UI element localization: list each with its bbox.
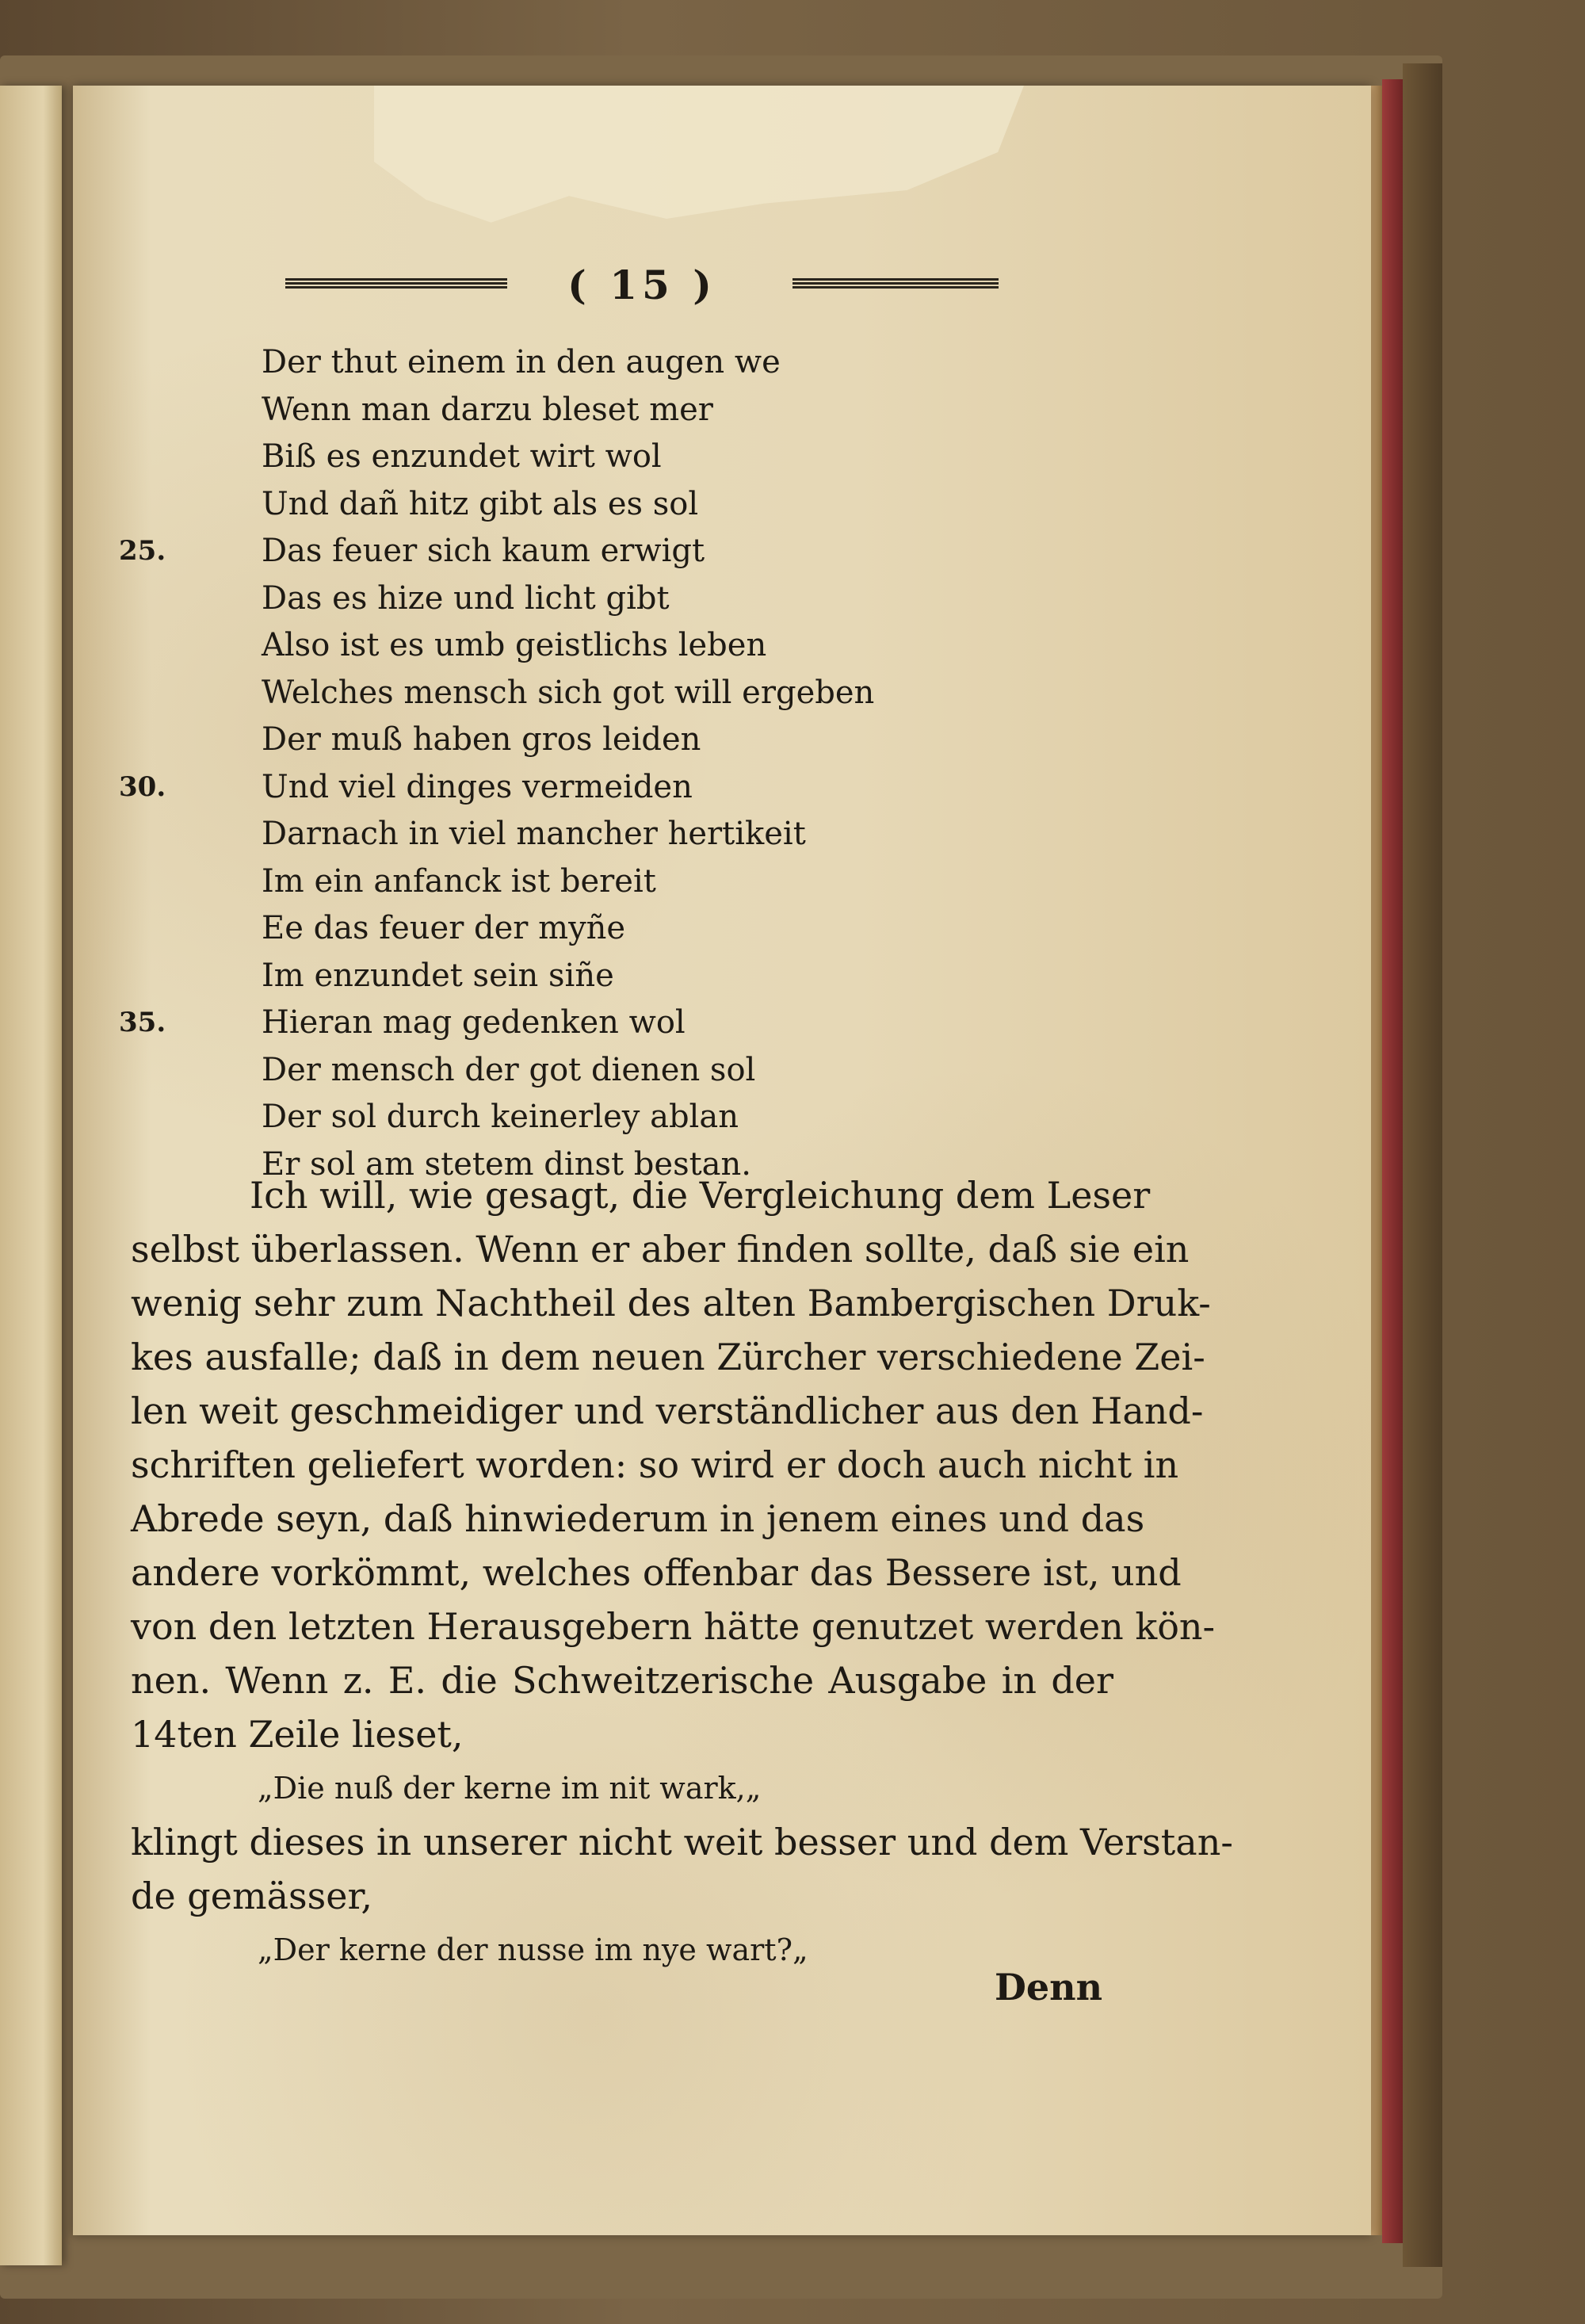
quotation-line: „Die nuß der kerne im nit wark,„ <box>258 1771 762 1806</box>
verse-line: Wenn man darzu bleset mer <box>262 391 713 428</box>
prose-line: 14ten Zeile lieset, <box>131 1713 464 1756</box>
red-page-edge <box>1382 79 1403 2243</box>
torn-paper-area <box>374 86 1024 276</box>
verse-line: Der mensch der got dienen sol <box>262 1051 756 1088</box>
verse-line: Ee das feuer der myñe <box>262 910 626 946</box>
prose-line: de gemässer, <box>131 1875 372 1917</box>
page-number: ( 15 ) <box>567 262 716 308</box>
verse-line: 35. Hieran mag gedenken wol <box>174 1000 1046 1047</box>
catchword: Denn <box>995 1966 1103 2009</box>
verse-block <box>119 339 1046 1188</box>
prose-line: selbst überlassen. Wenn er aber finden sollte, daß sie ein <box>131 1228 1190 1271</box>
verse-line: Also ist es umb geistlichs leben <box>262 627 767 663</box>
facing-page-edge <box>0 86 62 2265</box>
verse-number: 30. <box>119 770 166 803</box>
verse-number: 35. <box>119 1007 166 1038</box>
prose-line: kes ausfalle; daß in dem neuen Zürcher verschiedene Zei- <box>131 1336 1205 1378</box>
quotation-line: „Der kerne der nusse im nye wart?„ <box>258 1932 808 1967</box>
prose-line: Ich will, wie gesagt, die Vergleichung dem Leser <box>250 1174 1151 1217</box>
cover-edge <box>1403 63 1442 2267</box>
verse-line: Im ein anfanck ist bereit <box>262 862 656 900</box>
verse-number: 25. <box>119 535 166 567</box>
verse-line: Im enzundet sein siñe <box>262 957 614 994</box>
verse-line: Darnach in viel mancher hertikeit <box>262 816 806 852</box>
prose-line: andere vorkömmt, welches offenbar das Bessere ist, und <box>131 1551 1182 1594</box>
prose-line: klingt dieses in unserer nicht weit besser und dem Verstan- <box>131 1821 1233 1863</box>
prose-line: von den letzten Herausgebern hätte genutzet werden kön- <box>131 1605 1216 1648</box>
prose-line: Abrede seyn, daß hinwiederum in jenem eines und das <box>131 1497 1145 1540</box>
fore-edge <box>1371 86 1382 2235</box>
header-rule-right <box>792 277 999 289</box>
prose-block <box>131 1168 1233 1977</box>
prose-line: schriften geliefert worden: so wird er doch auch nicht in <box>131 1443 1179 1486</box>
verse-line: 25. Das feuer sich kaum erwigt <box>174 528 1046 575</box>
verse-line: Das es hize und licht gibt <box>262 579 670 617</box>
verse-line: Der muß haben gros leiden <box>262 721 701 758</box>
verse-line: Der thut einem in den augen we <box>262 344 781 380</box>
page-header <box>285 262 999 309</box>
verse-line: 30. Und viel dinges vermeiden <box>174 764 1046 812</box>
prose-line: nen. Wenn z. E. die Schweitzerische Ausgabe in der <box>131 1659 1113 1702</box>
prose-line: len weit geschmeidiger und verständlicher aus den Hand- <box>131 1389 1204 1432</box>
verse-line: Welches mensch sich got will ergeben <box>262 674 875 711</box>
verse-line: Biß es enzundet wirt wol <box>262 438 662 475</box>
verse-line: Der sol durch keinerley ablan <box>262 1099 739 1135</box>
verse-line: Er sol am stetem dinst bestan. <box>262 1145 751 1183</box>
prose-line: wenig sehr zum Nachtheil des alten Bambergischen Druk- <box>131 1282 1211 1324</box>
verse-line: Und dañ hitz gibt als es sol <box>262 485 699 522</box>
